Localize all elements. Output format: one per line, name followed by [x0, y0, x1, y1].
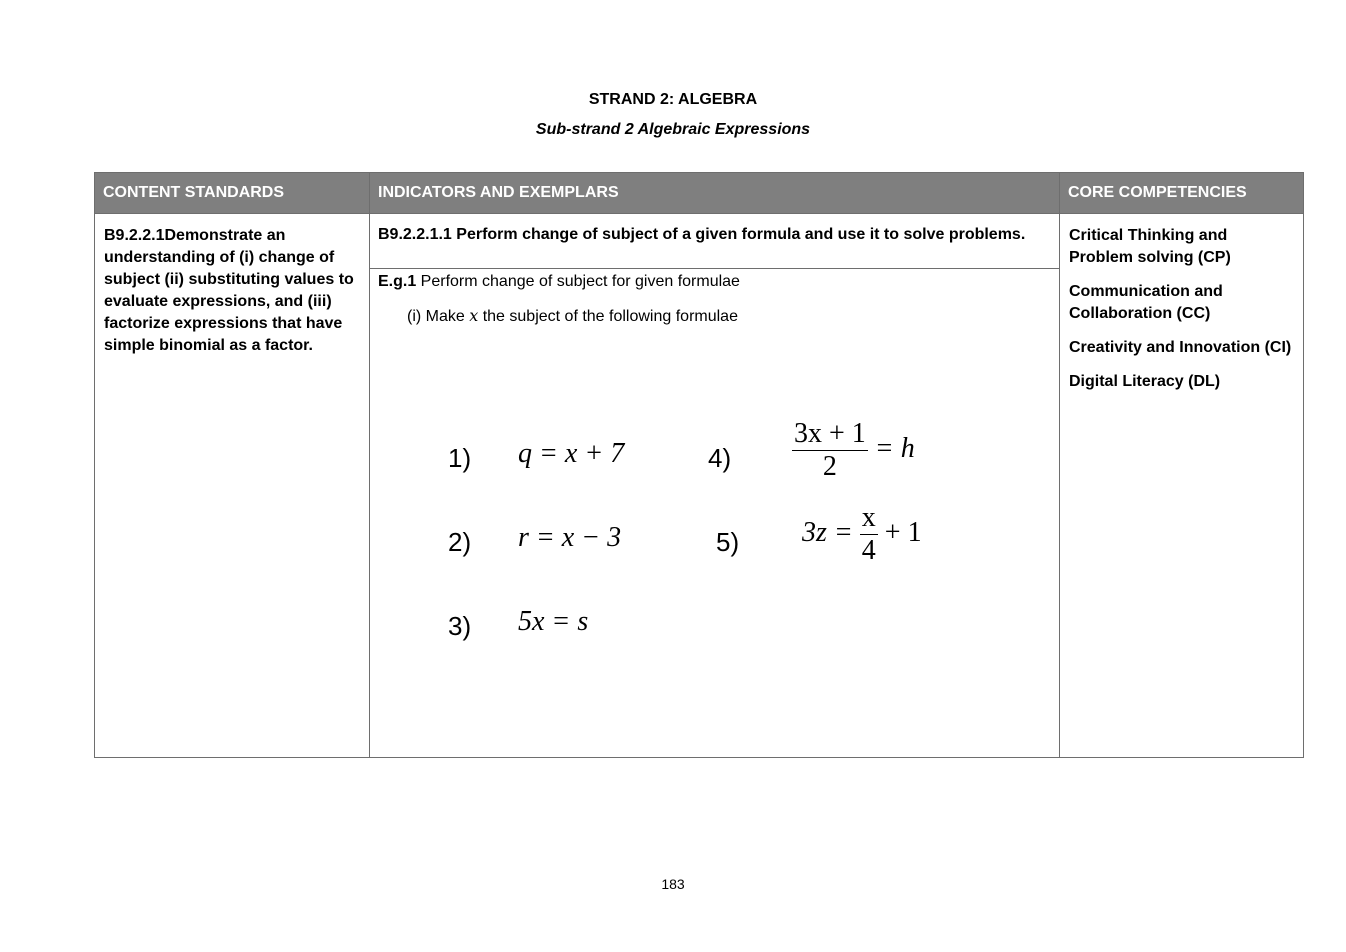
competency-item: Critical Thinking and Problem solving (CP) [1069, 227, 1231, 266]
instruction-line [370, 293, 1059, 328]
formula-3: 5x = s [518, 606, 589, 637]
formula-2: r = x − 3 [518, 522, 622, 553]
competency-item: Creativity and Innovation (CI) [1069, 339, 1292, 356]
formula-number-5: 5) [716, 527, 740, 557]
competency-item: Communication and Collaboration (CC) [1069, 283, 1223, 322]
header-core-competencies: CORE COMPETENCIES [1060, 173, 1304, 214]
content-standard-text: B9.2.2.1Demonstrate an understanding of (i) change of subject (ii) substituting values to evaluate expressions, and (iii) factorize expressions that have simple binomial as a factor. [104, 227, 354, 354]
competency-list [1061, 215, 1302, 393]
instruction-suffix: the subject of the following formulae [478, 308, 738, 325]
header-content-standards: CONTENT STANDARDS [95, 173, 370, 214]
competency-item: Digital Literacy (DL) [1069, 373, 1221, 390]
formula-list [370, 328, 1059, 641]
substrand-title: Sub-strand 2 Algebraic Expressions [535, 121, 811, 138]
formula-number-4: 4) [708, 443, 732, 473]
formula-4: $\frac{3x + 1}{2}$ = h [794, 418, 915, 482]
indicator-text: B9.2.2.1.1 Perform change of subject of a given formula and use it to solve problems. [370, 214, 1059, 269]
table-header-row [95, 173, 1304, 214]
header-indicators-exemplars: INDICATORS AND EXEMPLARS [370, 173, 1060, 214]
formula-5: 3z = $\frac{x}{4}$ + 1 [802, 502, 922, 566]
table-row [95, 214, 1304, 758]
formula-number-3: 3) [448, 611, 472, 641]
core-competencies-cell [1060, 214, 1304, 758]
formula-number-2: 2) [448, 527, 472, 557]
exemplar-line [370, 269, 1059, 293]
formula-number-1: 1) [448, 443, 472, 473]
page-number: 183 [661, 876, 685, 892]
fraction-4: $\frac{3x + 1}{2}$ [794, 418, 866, 482]
exemplar-text: Perform change of subject for given formulae [416, 273, 740, 290]
fraction-5: $\frac{x}{4}$ [861, 502, 876, 566]
strand-title: STRAND 2: ALGEBRA [588, 91, 758, 108]
instruction-variable: x [469, 306, 479, 325]
formula-1: q = x + 7 [518, 438, 625, 469]
curriculum-table [94, 172, 1304, 758]
indicators-cell [370, 214, 1060, 758]
exemplar-label: E.g.1 [378, 273, 417, 290]
instruction-prefix: (i) Make [407, 308, 470, 325]
content-standard-cell [95, 214, 370, 758]
